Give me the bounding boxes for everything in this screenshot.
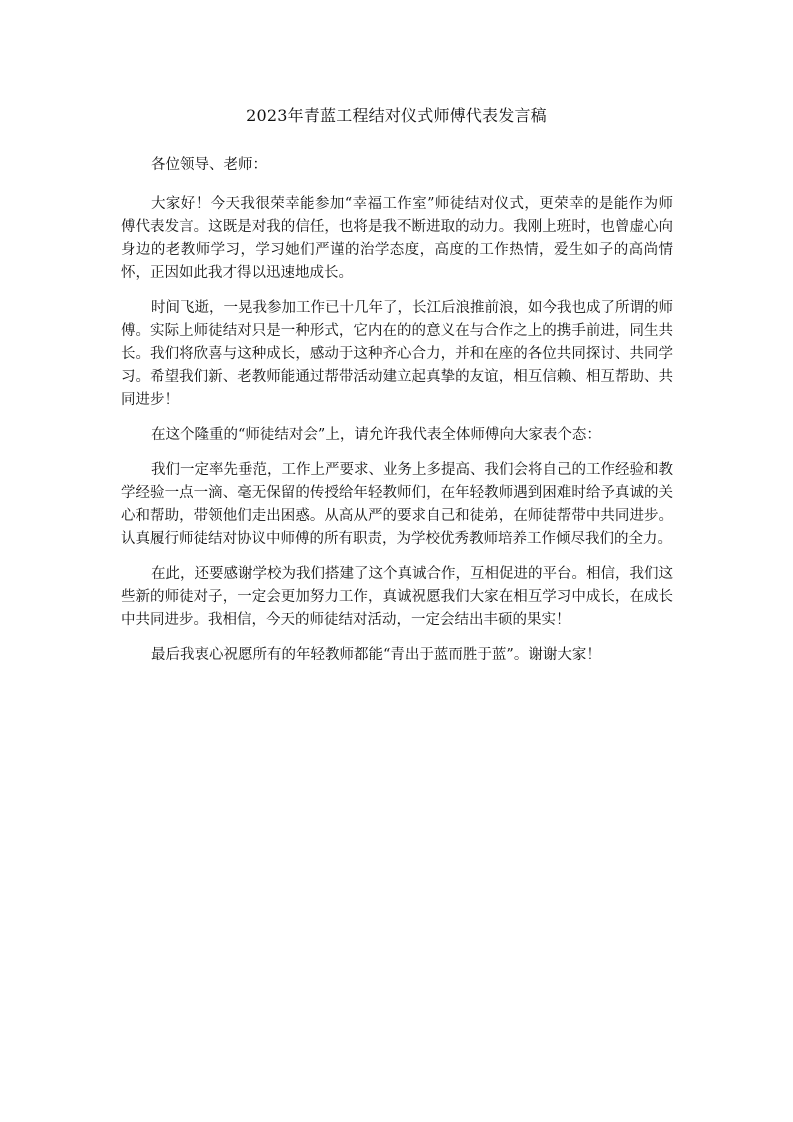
paragraph-thanks: 在此，还要感谢学校为我们搭建了这个真诚合作，互相促进的平台。相信，我们这些新的师徒对子，一定会更加努力工作，真诚祝愿我们大家在相互学习中成长，在成长中共同进步。我相信，今天的师徒结对活动，一定会结出丰硕的果实！ bbox=[121, 566, 673, 628]
paragraph-reflection: 时间飞逝，一晃我参加工作已十几年了，长江后浪推前浪，如今我也成了所谓的师傅。实际上师徒结对只是一种形式，它内在的的意义在与合作之上的携手前进，同生共长。我们将欣喜与这种成长，感动于这种齐心合力，并和在座的各位共同探讨、共同学习。希望我们新、老教师能通过帮带活动建立起真挚的友谊，相互信赖、相互帮助、共同进步！ bbox=[121, 300, 673, 408]
paragraph-opening: 大家好！今天我很荣幸能参加“幸福工作室”师徒结对仪式，更荣幸的是能作为师傅代表发言。这既是对我的信任，也将是我不断进取的动力。我刚上班时，也曾虚心向身边的老教师学习，学习她们严谨的治学态度，高度的工作热情，爱生如子的高尚情怀，正因如此我才得以迅速地成长。 bbox=[121, 196, 673, 281]
paragraph-pledge: 我们一定率先垂范，工作上严要求、业务上多提高、我们会将自己的工作经验和教学经验一点一滴、毫无保留的传授给年轻教师们，在年轻教师遇到困难时给予真诚的关心和帮助，带领他们走出困惑。从高从严的要求自己和徒弟，在师徒帮带中共同进步。认真履行师徒结对协议中师傅的所有职责，为学校优秀教师培养工作倾尽我们的全力。 bbox=[121, 462, 673, 547]
paragraph-pledge-intro: 在这个隆重的“师徒结对会”上，请允许我代表全体师傅向大家表个态： bbox=[151, 427, 601, 443]
document-title: 2023年青蓝工程结对仪式师傅代表发言稿 bbox=[246, 106, 547, 125]
paragraph-closing: 最后我衷心祝愿所有的年轻教师都能“青出于蓝而胜于蓝”。谢谢大家！ bbox=[151, 647, 601, 663]
document-body bbox=[121, 154, 673, 679]
greeting-line: 各位领导、老师： bbox=[151, 157, 267, 173]
